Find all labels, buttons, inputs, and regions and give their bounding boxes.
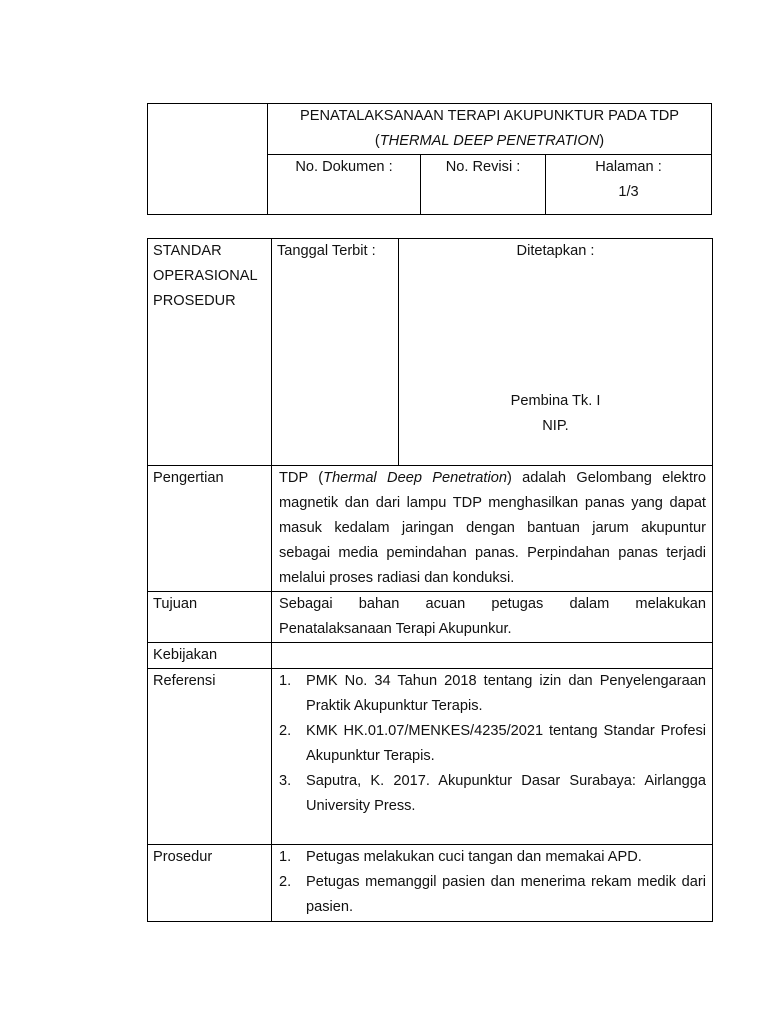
sop-label-cell <box>148 239 272 466</box>
title-line-2 <box>272 129 707 154</box>
list-number: 2. <box>279 723 292 739</box>
tanggal-terbit-label: Tanggal Terbit : <box>277 243 376 259</box>
pengertian-content <box>272 466 713 592</box>
list-number: 2. <box>279 874 292 890</box>
tujuan-label: Tujuan <box>148 592 272 643</box>
tujuan-content: Sebagai bahan acuan petugas dalam melakukan Penatalaksanaan Terapi Akupunkur. <box>272 592 713 643</box>
list-text: PMK No. 34 Tahun 2018 tentang izin dan Penyelengaraan Praktik Akupunktur Terapis. <box>306 673 706 714</box>
list-item <box>279 845 706 870</box>
sop-label-line-2: OPERASIONAL <box>153 268 258 284</box>
halaman-cell <box>546 155 712 215</box>
list-text: Saputra, K. 2017. Akupunktur Dasar Surabaya: Airlangga University Press. <box>306 773 706 814</box>
prosedur-content <box>272 845 713 922</box>
list-number: 1. <box>279 849 292 865</box>
pengertian-text-open: TDP ( <box>279 470 324 486</box>
list-number: 3. <box>279 773 292 789</box>
title-italic: THERMAL DEEP PENETRATION <box>379 133 600 149</box>
list-item <box>279 769 706 819</box>
pengertian-text-rest: ) adalah Gelombang elektro magnetik dan dari lampu TDP menghasilkan panas yang dapat masuk kedalam jaringan dengan bantuan jarum akupuntur sebagai media pemindahan panas. Perpindahan panas terjadi melalui proses radiasi dan konduksi. <box>279 470 706 586</box>
referensi-label: Referensi <box>148 669 272 845</box>
title-line-1: PENATALAKSANAAN TERAPI AKUPUNKTUR PADA TDP <box>300 108 680 124</box>
no-dokumen-label: No. Dokumen : <box>295 159 393 175</box>
prosedur-list <box>279 845 706 920</box>
list-item <box>279 669 706 719</box>
kebijakan-content <box>272 643 713 669</box>
no-dokumen-cell <box>268 155 421 215</box>
prosedur-label: Prosedur <box>148 845 272 922</box>
kebijakan-label: Kebijakan <box>148 643 272 669</box>
list-item <box>279 719 706 769</box>
sop-table <box>147 238 713 922</box>
list-text: KMK HK.01.07/MENKES/4235/2021 tentang Standar Profesi Akupunktur Terapis. <box>306 723 706 764</box>
logo-cell <box>148 104 268 215</box>
ditetapkan-cell <box>399 239 713 466</box>
pembina-text: Pembina Tk. I <box>510 393 601 409</box>
document-header-table <box>147 103 712 215</box>
pengertian-label: Pengertian <box>148 466 272 592</box>
title-paren-close: ) <box>599 133 605 149</box>
referensi-list <box>279 669 706 819</box>
list-text: Petugas melakukan cuci tangan dan memakai APD. <box>306 849 642 865</box>
nip-text: NIP. <box>542 418 569 434</box>
no-revisi-label: No. Revisi : <box>445 159 521 175</box>
no-revisi-cell <box>421 155 546 215</box>
title-paren-open: ( <box>374 133 380 149</box>
sop-label-line-3: PROSEDUR <box>153 293 236 309</box>
ditetapkan-label: Ditetapkan : <box>516 243 595 259</box>
list-text: Petugas memanggil pasien dan menerima rekam medik dari pasien. <box>306 874 706 915</box>
pengertian-text-italic: Thermal Deep Penetration <box>323 470 507 486</box>
document-title <box>268 104 712 155</box>
halaman-value: 1/3 <box>618 184 639 200</box>
list-number: 1. <box>279 673 292 689</box>
list-item <box>279 870 706 920</box>
sop-label-line-1: STANDAR <box>153 243 222 259</box>
referensi-content <box>272 669 713 845</box>
halaman-label: Halaman : <box>595 159 662 175</box>
tanggal-terbit-cell <box>272 239 399 466</box>
